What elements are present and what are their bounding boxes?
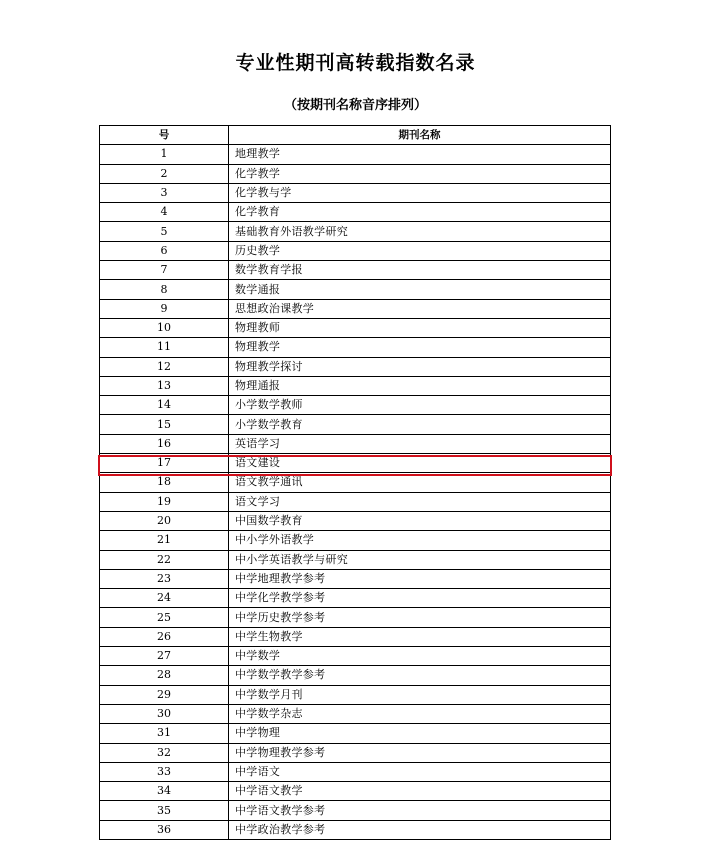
- header-number: 号: [100, 126, 229, 145]
- row-number: 22: [100, 550, 229, 569]
- journal-name: 语文建设: [229, 454, 611, 473]
- journal-name: 思想政治课教学: [229, 299, 611, 318]
- journal-name: 小学数学教师: [229, 396, 611, 415]
- row-number: 14: [100, 396, 229, 415]
- journal-name: 物理教师: [229, 318, 611, 337]
- table-row: [100, 801, 611, 820]
- journal-name: 中学数学杂志: [229, 704, 611, 723]
- table-row: [100, 222, 611, 241]
- journal-name: 中学物理: [229, 724, 611, 743]
- row-number: 35: [100, 801, 229, 820]
- journal-name: 中学化学教学参考: [229, 589, 611, 608]
- table-row: [100, 685, 611, 704]
- table-row: [100, 608, 611, 627]
- journal-name: 中学语文教学参考: [229, 801, 611, 820]
- row-number: 29: [100, 685, 229, 704]
- journal-name: 化学教学: [229, 164, 611, 183]
- journal-name: 化学教育: [229, 203, 611, 222]
- journal-name: 中学生物教学: [229, 627, 611, 646]
- table-body: [100, 145, 611, 840]
- table-row: [100, 473, 611, 492]
- table-header-row: [100, 126, 611, 145]
- table-row: [100, 511, 611, 530]
- table-row: [100, 704, 611, 723]
- table-row: [100, 338, 611, 357]
- table-row: [100, 280, 611, 299]
- journal-name: 中学语文: [229, 762, 611, 781]
- table-row: [100, 434, 611, 453]
- row-number: 3: [100, 183, 229, 202]
- journal-name: 物理教学探讨: [229, 357, 611, 376]
- row-number: 30: [100, 704, 229, 723]
- row-number: 32: [100, 743, 229, 762]
- row-number: 27: [100, 647, 229, 666]
- row-number: 6: [100, 241, 229, 260]
- table-row: [100, 666, 611, 685]
- page-subtitle: （按期刊名称音序排列）: [283, 98, 427, 113]
- table-row: [100, 396, 611, 415]
- table-row: [100, 357, 611, 376]
- table-row: [100, 820, 611, 839]
- table-row: [100, 415, 611, 434]
- journal-name: 历史教学: [229, 241, 611, 260]
- journal-name: 语文教学通讯: [229, 473, 611, 492]
- journal-name: 中学地理教学参考: [229, 569, 611, 588]
- row-number: 5: [100, 222, 229, 241]
- row-number: 25: [100, 608, 229, 627]
- table-row: [100, 454, 611, 473]
- table-row: [100, 627, 611, 646]
- table-row: [100, 318, 611, 337]
- row-number: 4: [100, 203, 229, 222]
- row-number: 16: [100, 434, 229, 453]
- row-number: 10: [100, 318, 229, 337]
- row-number: 11: [100, 338, 229, 357]
- journal-name: 中学政治教学参考: [229, 820, 611, 839]
- journal-name: 数学通报: [229, 280, 611, 299]
- row-number: 12: [100, 357, 229, 376]
- table-row: [100, 203, 611, 222]
- journal-name: 基础教育外语教学研究: [229, 222, 611, 241]
- row-number: 7: [100, 261, 229, 280]
- table-row: [100, 647, 611, 666]
- table-row: [100, 492, 611, 511]
- table-row: [100, 724, 611, 743]
- table-row: [100, 376, 611, 395]
- table-row: [100, 183, 611, 202]
- journal-name: 物理通报: [229, 376, 611, 395]
- journal-name: 中学数学月刊: [229, 685, 611, 704]
- table-row: [100, 550, 611, 569]
- journal-table: [99, 125, 611, 840]
- row-number: 8: [100, 280, 229, 299]
- row-number: 26: [100, 627, 229, 646]
- table-row: [100, 762, 611, 781]
- row-number: 13: [100, 376, 229, 395]
- row-number: 19: [100, 492, 229, 511]
- row-number: 21: [100, 531, 229, 550]
- row-number: 33: [100, 762, 229, 781]
- table-row: [100, 743, 611, 762]
- table-row: [100, 569, 611, 588]
- table-row: [100, 299, 611, 318]
- journal-name: 语文学习: [229, 492, 611, 511]
- journal-name: 中学物理教学参考: [229, 743, 611, 762]
- row-number: 18: [100, 473, 229, 492]
- journal-name: 英语学习: [229, 434, 611, 453]
- journal-name: 中学数学教学参考: [229, 666, 611, 685]
- journal-name: 中小学英语教学与研究: [229, 550, 611, 569]
- journal-name: 中学语文教学: [229, 782, 611, 801]
- row-number: 17: [100, 454, 229, 473]
- journal-name: 数学教育学报: [229, 261, 611, 280]
- journal-name: 中学数学: [229, 647, 611, 666]
- page-title: 专业性期刊高转载指数名录: [235, 52, 476, 74]
- table-row: [100, 241, 611, 260]
- row-number: 36: [100, 820, 229, 839]
- row-number: 31: [100, 724, 229, 743]
- row-number: 23: [100, 569, 229, 588]
- journal-name: 化学教与学: [229, 183, 611, 202]
- row-number: 34: [100, 782, 229, 801]
- row-number: 24: [100, 589, 229, 608]
- table-row: [100, 261, 611, 280]
- journal-name: 地理教学: [229, 145, 611, 164]
- table-row: [100, 145, 611, 164]
- journal-name: 物理教学: [229, 338, 611, 357]
- journal-name: 中学历史教学参考: [229, 608, 611, 627]
- header-journal-name: 期刊名称: [229, 126, 611, 145]
- journal-name: 中小学外语教学: [229, 531, 611, 550]
- row-number: 20: [100, 511, 229, 530]
- row-number: 28: [100, 666, 229, 685]
- table-row: [100, 164, 611, 183]
- row-number: 15: [100, 415, 229, 434]
- row-number: 9: [100, 299, 229, 318]
- row-number: 2: [100, 164, 229, 183]
- table-row: [100, 531, 611, 550]
- table-row: [100, 589, 611, 608]
- journal-name: 小学数学教育: [229, 415, 611, 434]
- journal-name: 中国数学教育: [229, 511, 611, 530]
- row-number: 1: [100, 145, 229, 164]
- table-row: [100, 782, 611, 801]
